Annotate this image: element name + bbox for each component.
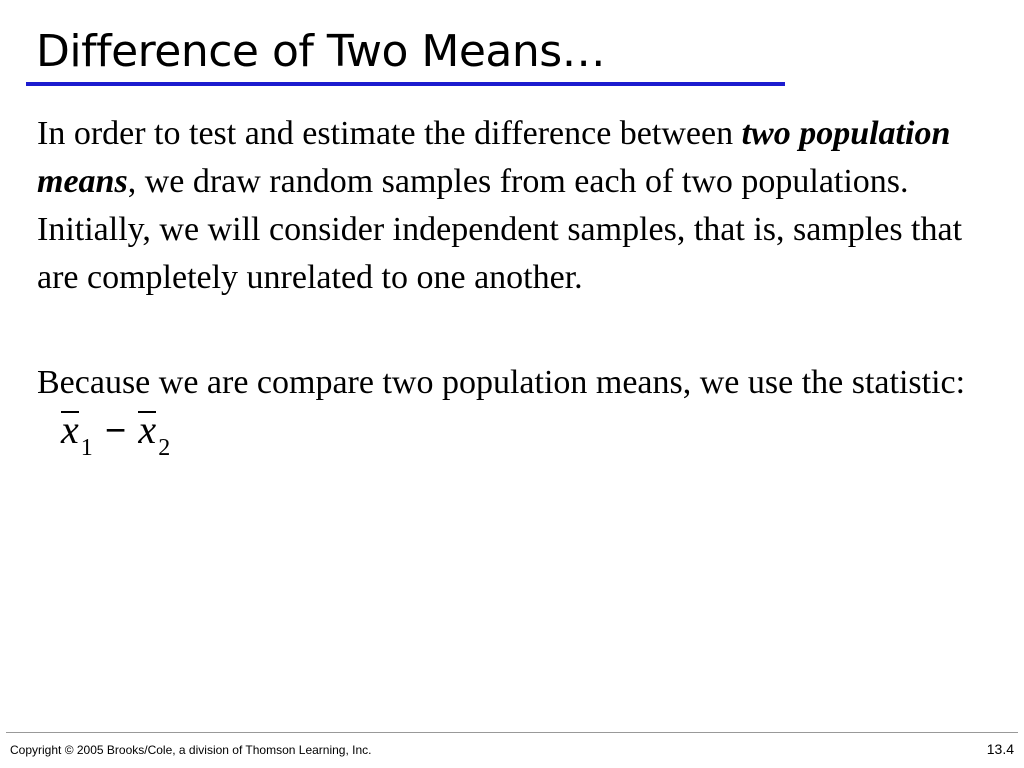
emphasis-two-population-means: two population means — [37, 115, 951, 200]
title-underline — [26, 82, 785, 86]
slide-number: 13.4 — [986, 741, 1014, 757]
footer-divider — [6, 732, 1018, 733]
paragraph-1-lead: In order to test and estimate the difference between — [37, 115, 742, 152]
x-bar-1-symbol: x — [61, 407, 79, 452]
paragraph-independent-samples — [37, 110, 1012, 302]
slide-title: Difference of Two Means… — [36, 26, 606, 77]
paragraph-statistic — [37, 359, 1012, 460]
copyright-notice: Copyright © 2005 Brooks/Cole, a division of Thomson Learning, Inc. — [10, 743, 372, 757]
slide-body — [37, 110, 1012, 460]
x-bar-2-symbol: x — [138, 407, 157, 452]
difference-of-means-formula — [61, 407, 170, 460]
subscript-1: 1 — [80, 435, 93, 461]
paragraph-2-text: Because we are compare two population means, we use the statistic: — [37, 364, 966, 401]
minus-sign: − — [104, 410, 127, 452]
paragraph-1-rest: , we draw random samples from each of two populations. Initially, we will consider independent samples, that is, samples that are completely unrelated to one another. — [37, 163, 963, 296]
subscript-2: 2 — [158, 435, 171, 461]
